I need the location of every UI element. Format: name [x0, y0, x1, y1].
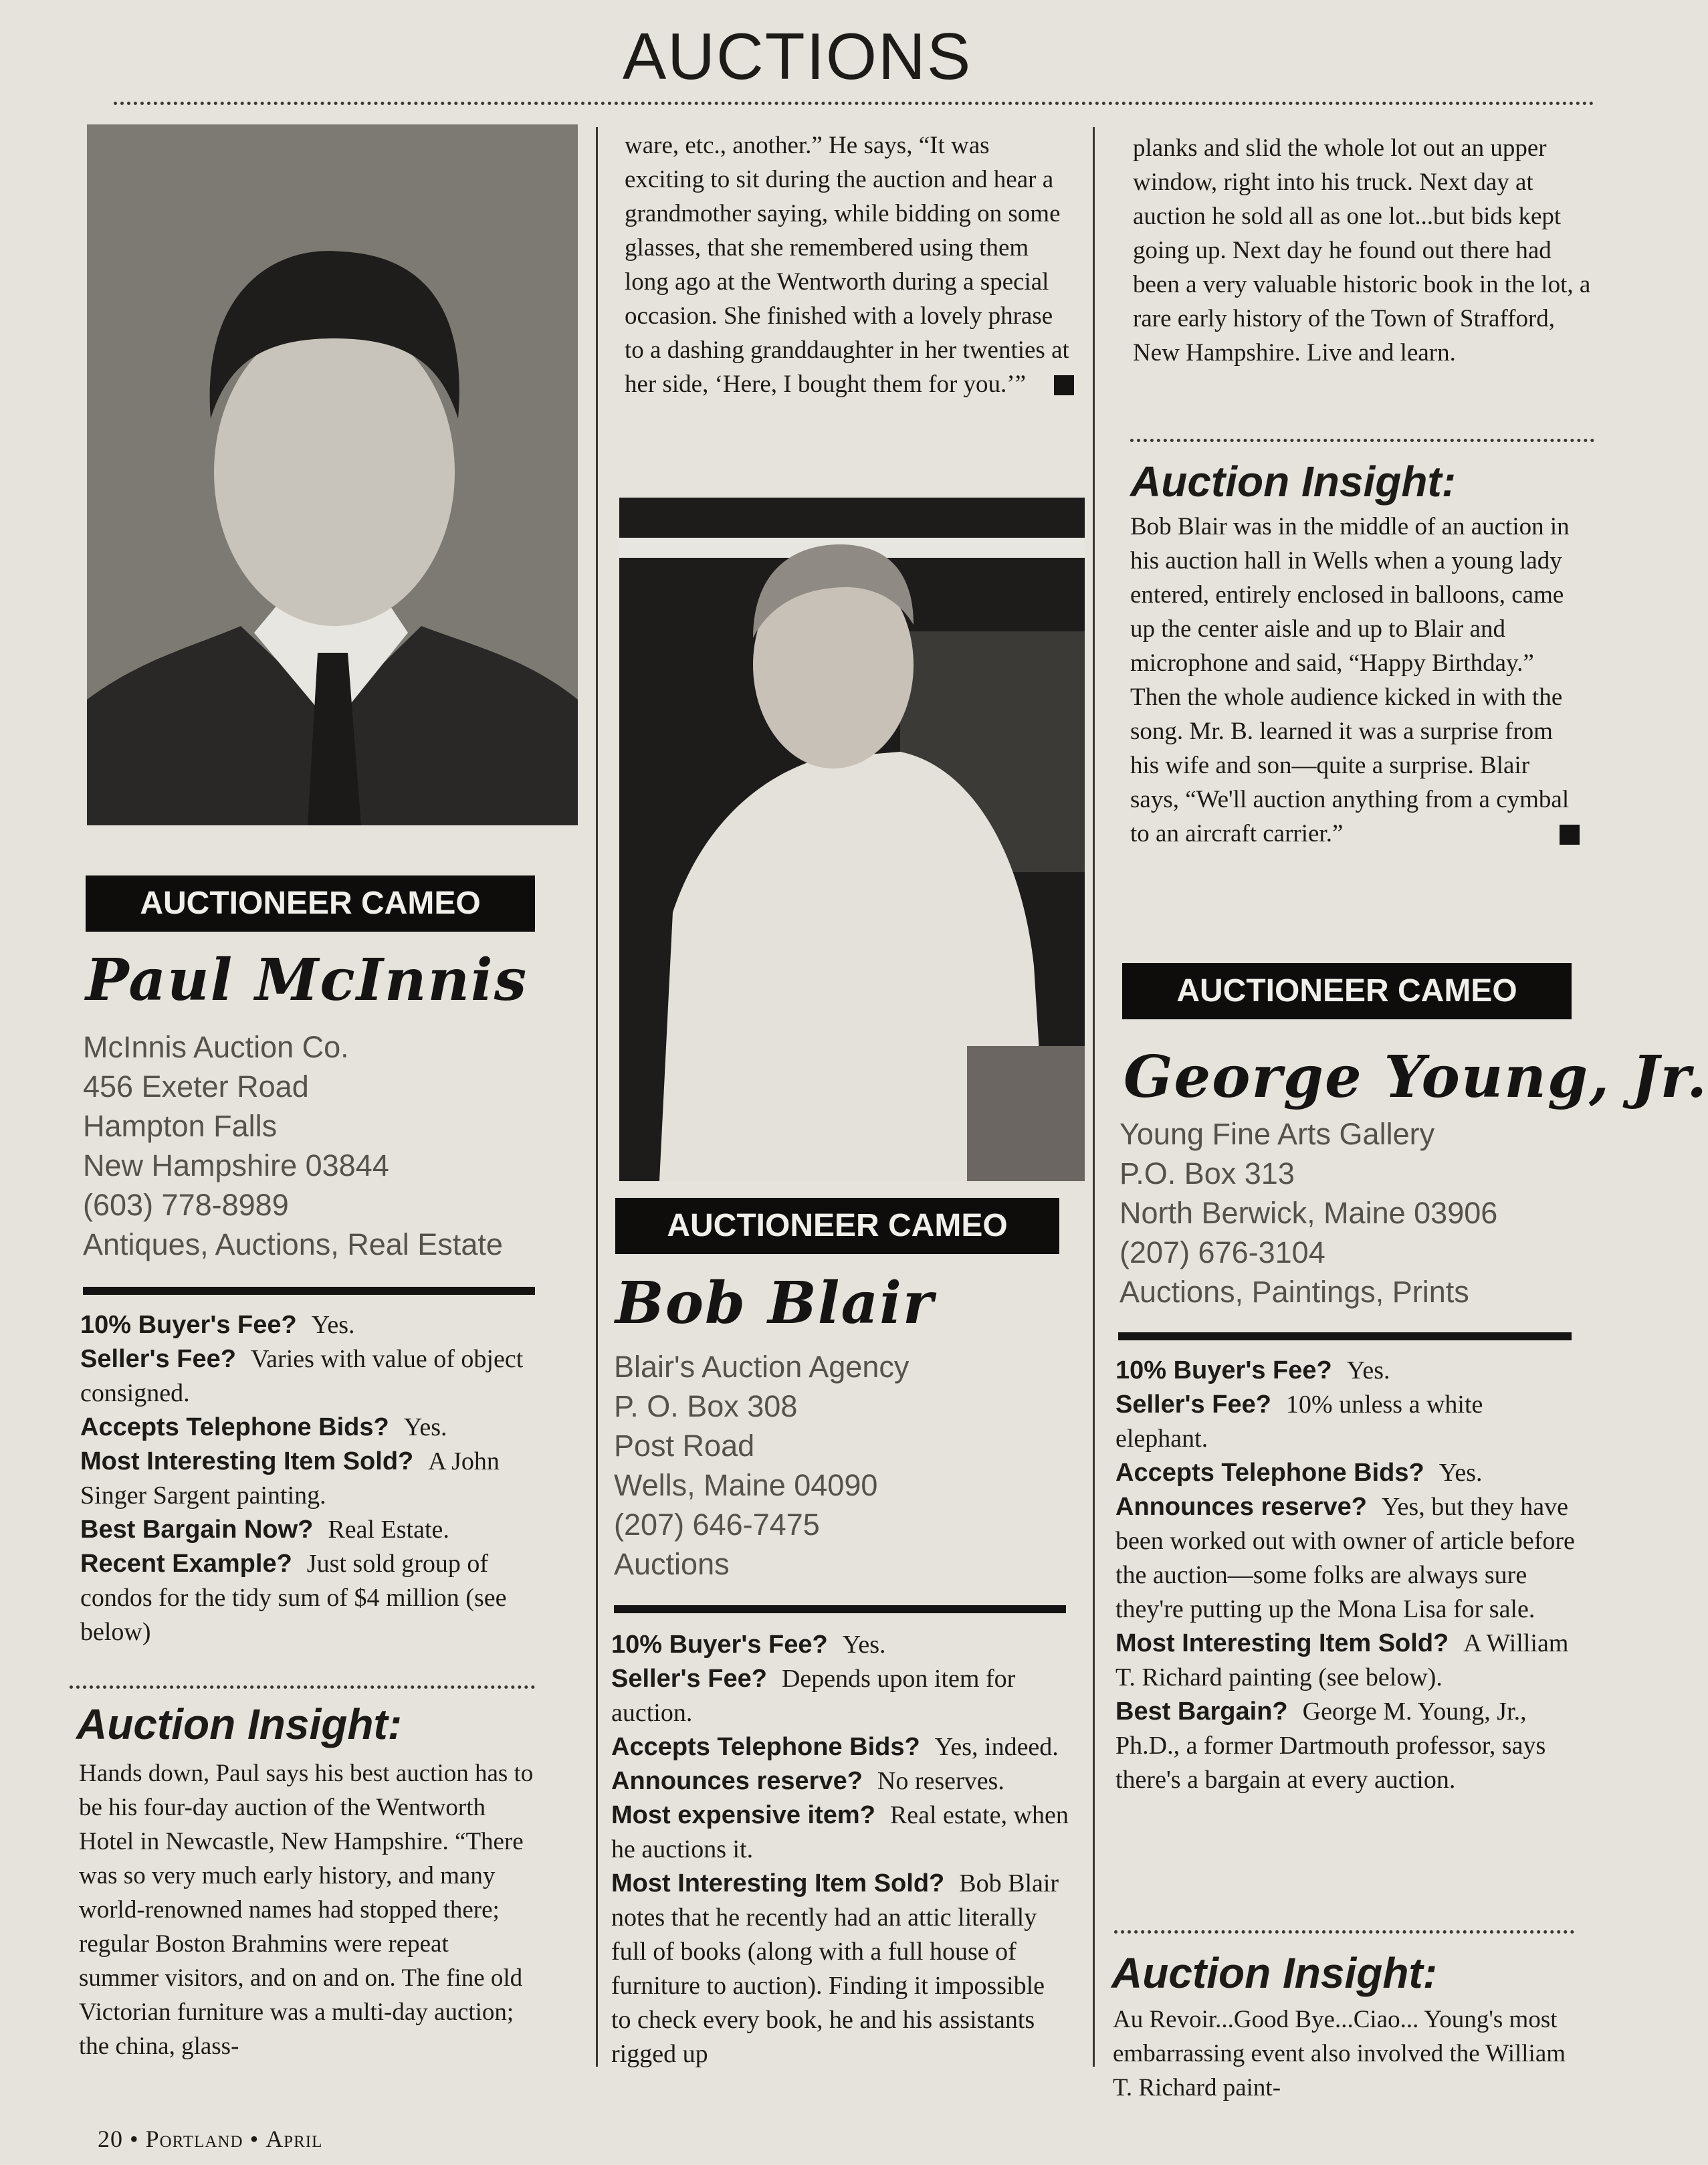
qa-item: 10% Buyer's Fee? Yes. [1115, 1356, 1390, 1384]
qa-item: Announces reserve? No reserves. [611, 1767, 1004, 1795]
continued-story-text-col3: planks and slid the whole lot out an upper window, right into his truck. Next day at auction he sold all as one lot...but bids kept going up. Next day he found out there had been a very valuable historic book in the lot, a rare early history of the Town of Strafford, New Hampshire. Live and learn. [1133, 134, 1591, 367]
photo-bob-blair [619, 498, 1085, 1181]
portrait-photo-paul-mcinnis [87, 124, 578, 825]
contact-block-3 [1119, 1114, 1588, 1312]
qa-item: Most Interesting Item Sold? A William T. Richard painting (see below). [1115, 1629, 1569, 1691]
po-box: P. O. Box 308 [614, 1389, 798, 1423]
section-rule-2 [614, 1605, 1066, 1613]
city-state-zip: North Berwick, Maine 03906 [1119, 1196, 1498, 1230]
qa-item: Recent Example? Just sold group of condos for the tidy sum of $4 million (see below) [80, 1550, 507, 1646]
phone-number: (207) 646-7475 [614, 1508, 820, 1542]
signature-george-young: George Young, Jr. [1124, 1043, 1708, 1111]
end-mark [1560, 825, 1580, 845]
qa-block-2 [611, 1628, 1070, 2071]
specialties: Auctions, Paintings, Prints [1119, 1275, 1469, 1309]
city-state-zip: Wells, Maine 04090 [614, 1468, 878, 1502]
signature-bob-blair: Bob Blair [615, 1269, 935, 1337]
header-dotted-rule [114, 102, 1594, 105]
page-footer: 20 • Portland • April [98, 2126, 323, 2152]
magazine-name: Portland [145, 2126, 243, 2152]
dotted-rule-1 [70, 1685, 535, 1689]
auction-insight-heading-1: Auction Insight: [76, 1700, 403, 1748]
phone-number: (207) 676-3104 [1119, 1235, 1325, 1269]
auction-insight-heading-3: Auction Insight: [1111, 1949, 1438, 1997]
auctioneer-cameo-banner-2: AUCTIONEER CAMEO [615, 1198, 1059, 1254]
column-divider-left [596, 127, 598, 2067]
page-number: 20 [98, 2126, 123, 2152]
auction-insight-text-1: Hands down, Paul says his best auction has to be his four-day auction of the Wentworth Hotel in Newcastle, New Hampshire. “There was so very much early history, and many world-renowned names had stopped there; regular Boston Brahmins were repeat summer visitors, and on and on. The fine old Victorian furniture was a multi-day auction; the china, glass- [79, 1760, 534, 2060]
qa-item: Accepts Telephone Bids? Yes. [80, 1413, 447, 1441]
qa-item: Most Interesting Item Sold? Bob Blair notes that he recently had an attic literally full of books (along with a full house of furniture to auction). Finding it impossible to check every book, he and his assistants rigged up [611, 1869, 1059, 2068]
contact-block-1 [83, 1027, 578, 1264]
company-name: Young Fine Arts Gallery [1119, 1117, 1435, 1151]
qa-item: Best Bargain Now? Real Estate. [80, 1516, 449, 1544]
issue-month: April [265, 2126, 323, 2152]
section-rule-1 [83, 1287, 535, 1295]
qa-block-3 [1115, 1354, 1577, 1797]
street-address: Post Road [614, 1429, 755, 1463]
street-address: 456 Exeter Road [83, 1069, 309, 1104]
dotted-rule-2 [1130, 439, 1594, 442]
qa-item: Most expensive item? Real estate, when he auctions it. [611, 1801, 1069, 1863]
state-zip: New Hampshire 03844 [83, 1148, 389, 1182]
section-rule-3 [1118, 1332, 1572, 1340]
qa-item: Accepts Telephone Bids? Yes, indeed. [611, 1733, 1059, 1761]
phone-number: (603) 778-8989 [83, 1188, 289, 1222]
signature-paul-mcinnis: Paul McInnis [86, 946, 528, 1014]
auction-insight-text-3: Au Revoir...Good Bye...Ciao... Young's most embarrassing event also involved the William T. Richard paint- [1113, 2006, 1566, 2101]
qa-item: 10% Buyer's Fee? Yes. [611, 1631, 886, 1659]
qa-item: Accepts Telephone Bids? Yes. [1115, 1459, 1483, 1487]
auctioneer-cameo-banner-1: AUCTIONEER CAMEO [86, 875, 535, 932]
qa-item: Announces reserve? Yes, but they have been worked out with owner of article before the auction—some folks are always sure they're putting up the Mona Lisa for sale. [1115, 1493, 1575, 1623]
column-divider-right [1093, 127, 1095, 2067]
qa-item: Seller's Fee? Varies with value of object consigned. [80, 1345, 524, 1407]
qa-item: Best Bargain? George M. Young, Jr., Ph.D., a former Dartmouth professor, says there's a bargain at every auction. [1115, 1697, 1546, 1794]
qa-item: Seller's Fee? 10% unless a white elephant. [1115, 1390, 1483, 1453]
end-mark [1054, 375, 1074, 395]
qa-block-1 [80, 1308, 535, 1649]
qa-item: 10% Buyer's Fee? Yes. [80, 1311, 355, 1339]
continued-story-text: ware, etc., another.” He says, “It was exciting to sit during the auction and hear a grandmother saying, while bidding on some glasses, that she remembered using them long ago at the Wentworth during a special occasion. She finished with a lovely phrase to a dashing granddaughter in her twenties at her side, ‘Here, I bought them for you.’” [625, 128, 1074, 401]
page-title: AUCTIONS [622, 19, 972, 93]
po-box: P.O. Box 313 [1119, 1156, 1295, 1191]
specialties: Auctions [614, 1547, 730, 1581]
auctioneer-cameo-banner-3: AUCTIONEER CAMEO [1122, 963, 1572, 1019]
city: Hampton Falls [83, 1109, 278, 1143]
auction-insight-text-2: Bob Blair was in the middle of an auction in his auction hall in Wells when a young lady entered, entirely enclosed in balloons, came up the center aisle and up to Blair and microphone and said, “Happy Birthday.” Then the whole audience kicked in with the song. Mr. B. learned it was a surprise from his wife and son—quite a surprise. Blair says, “We'll auction anything from a cymbal to an aircraft carrier.” [1130, 510, 1580, 851]
company-name: Blair's Auction Agency [614, 1350, 910, 1384]
auction-insight-heading-2: Auction Insight: [1130, 457, 1457, 506]
specialties: Antiques, Auctions, Real Estate [83, 1227, 503, 1261]
company-name: McInnis Auction Co. [83, 1030, 349, 1064]
dotted-rule-3 [1114, 1930, 1574, 1934]
qa-item: Most Interesting Item Sold? A John Singer Sargent painting. [80, 1447, 500, 1510]
qa-item: Seller's Fee? Depends upon item for auction. [611, 1665, 1016, 1727]
contact-block-2 [614, 1347, 1082, 1584]
